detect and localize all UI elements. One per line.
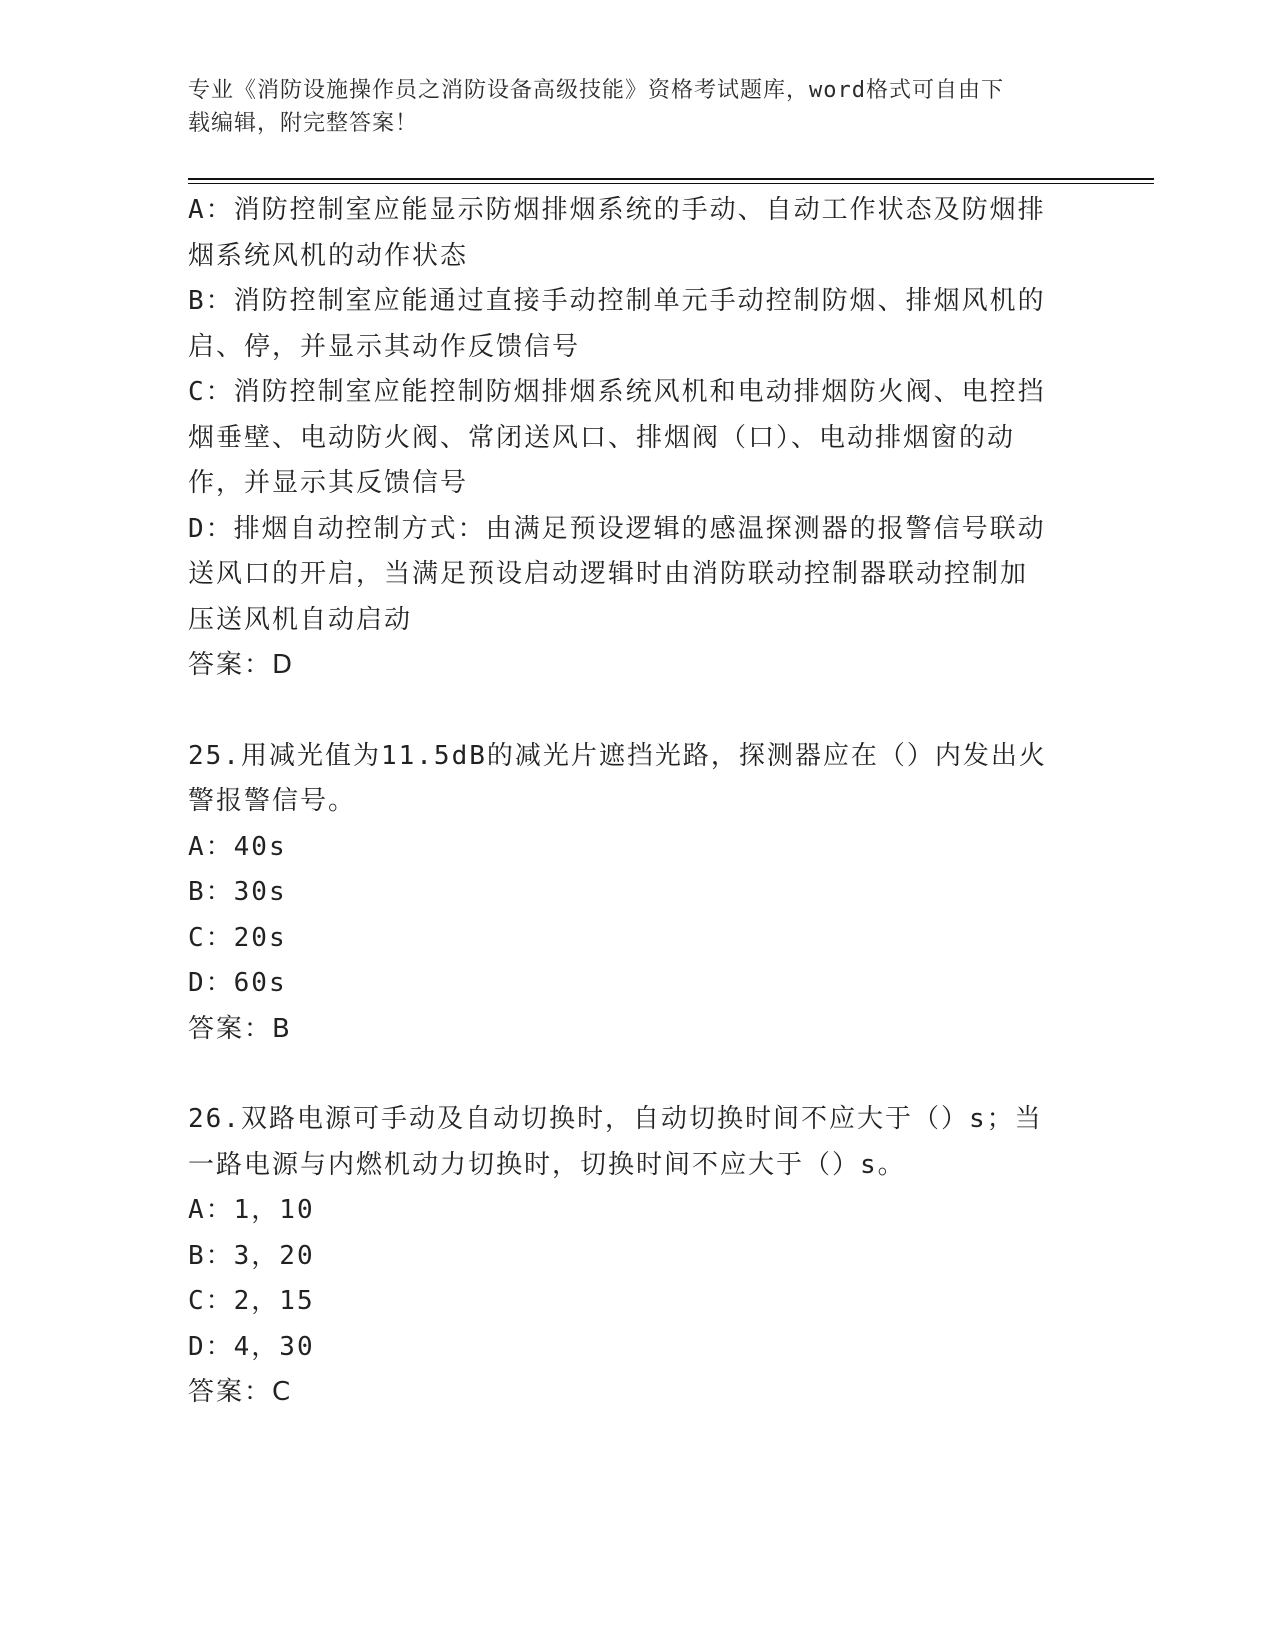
option-d: D：4，30 <box>188 1331 315 1362</box>
option-c-line-1: C：消防控制室应能控制防烟排烟系统风机和电动排烟防火阀、电控挡 <box>188 377 1046 407</box>
answer-24: 答案：D <box>188 650 295 680</box>
option-b: B：30s <box>188 877 287 907</box>
spacer <box>188 1052 1088 1097</box>
option-b: B：3，20 <box>188 1240 315 1271</box>
option-d-line-3: 压送风机自动启动 <box>188 604 413 635</box>
question-26-stem-line-1: 26.双路电源可手动及自动切换时，自动切换时间不应大于（）s；当 <box>188 1104 1043 1134</box>
document-header <box>188 74 1068 140</box>
option-a-line-1: A：消防控制室应能显示防烟排烟系统的手动、自动工作状态及防烟排 <box>188 195 1046 225</box>
option-a: A：40s <box>188 831 287 862</box>
question-content <box>188 188 1088 1416</box>
question-25-stem-line-2: 警报警信号。 <box>188 786 357 816</box>
option-a <box>188 188 1088 279</box>
spacer <box>188 689 1088 734</box>
question-24 <box>188 188 1088 689</box>
header-divider-thick <box>188 178 1154 180</box>
option-b-line-1: B：消防控制室应能通过直接手动控制单元手动控制防烟、排烟风机的 <box>188 286 1046 316</box>
option-c <box>188 370 1088 507</box>
question-25-stem-line-1: 25.用减光值为11.5dB的减光片遮挡光路，探测器应在（）内发出火 <box>188 740 1047 771</box>
answer-26: 答案：C <box>188 1377 293 1407</box>
option-c-line-2: 烟垂壁、电动防火阀、常闭送风口、排烟阀（口）、电动排烟窗的动 <box>188 422 1016 453</box>
option-d <box>188 507 1088 644</box>
option-c-line-3: 作，并显示其反馈信号 <box>188 468 469 498</box>
question-26-stem-line-2: 一路电源与内燃机动力切换时，切换时间不应大于（）s。 <box>188 1149 906 1180</box>
option-c: C：2，15 <box>188 1286 315 1316</box>
option-d-line-2: 送风口的开启，当满足预设启动逻辑时由消防联动控制器联动控制加 <box>188 559 1029 589</box>
option-b-line-2: 启、停，并显示其动作反馈信号 <box>188 331 581 362</box>
option-d: D：60s <box>188 968 287 998</box>
option-b <box>188 279 1088 370</box>
option-a-line-2: 烟系统风机的动作状态 <box>188 240 469 271</box>
question-25 <box>188 734 1088 1053</box>
option-d-line-1: D：排烟自动控制方式：由满足预设逻辑的感温探测器的报警信号联动 <box>188 513 1046 544</box>
answer-25: 答案：B <box>188 1013 292 1044</box>
option-a: A：1，10 <box>188 1195 315 1225</box>
header-divider-thin <box>188 183 1154 184</box>
question-26 <box>188 1097 1088 1416</box>
header-line-2: 载编辑，附完整答案！ <box>188 111 419 136</box>
header-line-1: 专业《消防设施操作员之消防设备高级技能》资格考试题库，word格式可自由下 <box>188 78 1004 103</box>
option-c: C：20s <box>188 922 287 953</box>
